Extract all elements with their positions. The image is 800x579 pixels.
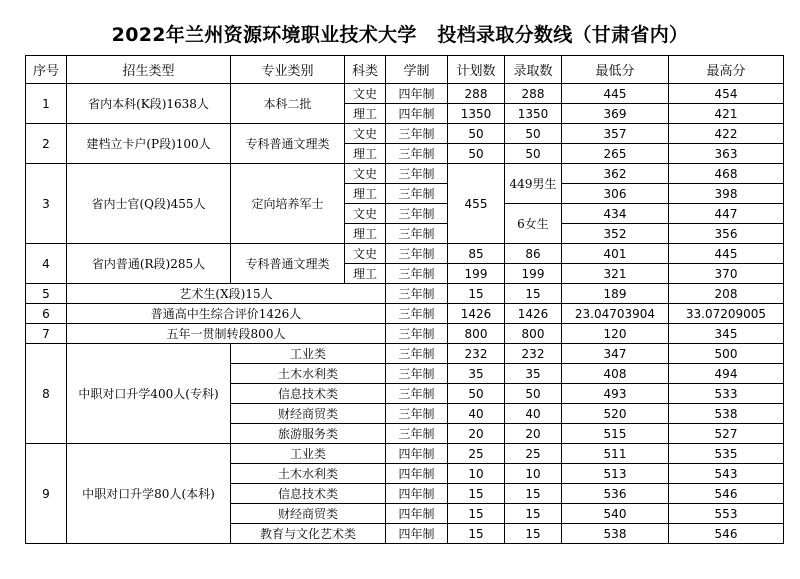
length-cell: 三年制 xyxy=(386,124,448,144)
category-cell: 信息技术类 xyxy=(231,384,386,404)
plan-cell: 199 xyxy=(448,264,505,284)
category-cell: 本科二批 xyxy=(231,84,345,124)
header-row xyxy=(26,56,784,84)
type-cell: 艺术生(X段)15人 xyxy=(67,284,386,304)
min-cell: 520 xyxy=(562,404,669,424)
type-cell: 省内本科(K段)1638人 xyxy=(67,84,231,124)
length-cell: 四年制 xyxy=(386,84,448,104)
header-admit: 录取数 xyxy=(505,56,562,84)
table-row xyxy=(26,164,784,184)
plan-cell: 15 xyxy=(448,524,505,544)
plan-cell: 10 xyxy=(448,464,505,484)
min-cell: 401 xyxy=(562,244,669,264)
max-cell: 533 xyxy=(669,384,784,404)
subject-cell: 文史 xyxy=(345,124,386,144)
type-cell: 省内士官(Q段)455人 xyxy=(67,164,231,244)
plan-cell: 15 xyxy=(448,284,505,304)
length-cell: 三年制 xyxy=(386,204,448,224)
min-cell: 23.04703904 xyxy=(562,304,669,324)
plan-cell: 50 xyxy=(448,384,505,404)
min-cell: 265 xyxy=(562,144,669,164)
category-cell: 土木水利类 xyxy=(231,464,386,484)
length-cell: 三年制 xyxy=(386,324,448,344)
table-row xyxy=(26,344,784,364)
admit-cell: 86 xyxy=(505,244,562,264)
subject-cell: 文史 xyxy=(345,84,386,104)
admit-cell: 199 xyxy=(505,264,562,284)
header-seq: 序号 xyxy=(26,56,67,84)
seq-cell: 8 xyxy=(26,344,67,444)
min-cell: 536 xyxy=(562,484,669,504)
admit-cell: 15 xyxy=(505,524,562,544)
seq-cell: 1 xyxy=(26,84,67,124)
seq-cell: 3 xyxy=(26,164,67,244)
min-cell: 493 xyxy=(562,384,669,404)
admit-cell: 1350 xyxy=(505,104,562,124)
table-row xyxy=(26,444,784,464)
admit-female-cell: 6女生 xyxy=(505,204,562,244)
type-cell: 普通高中生综合评价1426人 xyxy=(67,304,386,324)
table-row xyxy=(26,284,784,304)
length-cell: 四年制 xyxy=(386,524,448,544)
category-cell: 专科普通文理类 xyxy=(231,124,345,164)
min-cell: 347 xyxy=(562,344,669,364)
admit-cell: 40 xyxy=(505,404,562,424)
seq-cell: 7 xyxy=(26,324,67,344)
length-cell: 四年制 xyxy=(386,104,448,124)
max-cell: 538 xyxy=(669,404,784,424)
length-cell: 三年制 xyxy=(386,424,448,444)
admit-cell: 10 xyxy=(505,464,562,484)
category-cell: 专科普通文理类 xyxy=(231,244,345,284)
subject-cell: 文史 xyxy=(345,204,386,224)
admission-score-table xyxy=(25,55,784,544)
plan-cell: 1426 xyxy=(448,304,505,324)
min-cell: 120 xyxy=(562,324,669,344)
max-cell: 208 xyxy=(669,284,784,304)
plan-cell: 20 xyxy=(448,424,505,444)
max-cell: 494 xyxy=(669,364,784,384)
plan-cell: 288 xyxy=(448,84,505,104)
header-plan: 计划数 xyxy=(448,56,505,84)
plan-cell: 50 xyxy=(448,144,505,164)
seq-cell: 4 xyxy=(26,244,67,284)
length-cell: 三年制 xyxy=(386,244,448,264)
plan-cell: 40 xyxy=(448,404,505,424)
category-cell: 信息技术类 xyxy=(231,484,386,504)
category-cell: 定向培养军士 xyxy=(231,164,345,244)
admit-cell: 50 xyxy=(505,144,562,164)
length-cell: 三年制 xyxy=(386,364,448,384)
category-cell: 财经商贸类 xyxy=(231,404,386,424)
subject-cell: 理工 xyxy=(345,224,386,244)
length-cell: 四年制 xyxy=(386,504,448,524)
max-cell: 500 xyxy=(669,344,784,364)
min-cell: 445 xyxy=(562,84,669,104)
plan-cell: 15 xyxy=(448,484,505,504)
length-cell: 三年制 xyxy=(386,344,448,364)
max-cell: 546 xyxy=(669,484,784,504)
subject-cell: 理工 xyxy=(345,144,386,164)
min-cell: 362 xyxy=(562,164,669,184)
admit-cell: 15 xyxy=(505,484,562,504)
min-cell: 189 xyxy=(562,284,669,304)
length-cell: 三年制 xyxy=(386,224,448,244)
header-length: 学制 xyxy=(386,56,448,84)
plan-cell: 50 xyxy=(448,124,505,144)
category-cell: 财经商贸类 xyxy=(231,504,386,524)
seq-cell: 2 xyxy=(26,124,67,164)
length-cell: 三年制 xyxy=(386,164,448,184)
admit-cell: 35 xyxy=(505,364,562,384)
admit-cell: 15 xyxy=(505,504,562,524)
max-cell: 454 xyxy=(669,84,784,104)
table-row xyxy=(26,304,784,324)
admit-cell: 288 xyxy=(505,84,562,104)
max-cell: 445 xyxy=(669,244,784,264)
plan-cell: 35 xyxy=(448,364,505,384)
admit-cell: 15 xyxy=(505,284,562,304)
max-cell: 398 xyxy=(669,184,784,204)
type-cell: 五年一贯制转段800人 xyxy=(67,324,386,344)
header-max: 最高分 xyxy=(669,56,784,84)
table-row xyxy=(26,324,784,344)
min-cell: 434 xyxy=(562,204,669,224)
seq-cell: 9 xyxy=(26,444,67,544)
min-cell: 321 xyxy=(562,264,669,284)
max-cell: 356 xyxy=(669,224,784,244)
category-cell: 工业类 xyxy=(231,444,386,464)
page-title: 2022年兰州资源环境职业技术大学 投档录取分数线（甘肃省内） xyxy=(111,24,689,46)
seq-cell: 6 xyxy=(26,304,67,324)
min-cell: 513 xyxy=(562,464,669,484)
seq-cell: 5 xyxy=(26,284,67,304)
type-cell: 省内普通(R段)285人 xyxy=(67,244,231,284)
admit-cell: 20 xyxy=(505,424,562,444)
category-cell: 旅游服务类 xyxy=(231,424,386,444)
category-cell: 土木水利类 xyxy=(231,364,386,384)
length-cell: 三年制 xyxy=(386,404,448,424)
length-cell: 三年制 xyxy=(386,284,448,304)
admit-cell: 50 xyxy=(505,124,562,144)
admit-cell: 25 xyxy=(505,444,562,464)
table-row xyxy=(26,84,784,104)
max-cell: 345 xyxy=(669,324,784,344)
max-cell: 421 xyxy=(669,104,784,124)
max-cell: 370 xyxy=(669,264,784,284)
category-cell: 教育与文化艺术类 xyxy=(231,524,386,544)
min-cell: 408 xyxy=(562,364,669,384)
subject-cell: 理工 xyxy=(345,184,386,204)
max-cell: 535 xyxy=(669,444,784,464)
length-cell: 四年制 xyxy=(386,484,448,504)
max-cell: 468 xyxy=(669,164,784,184)
min-cell: 352 xyxy=(562,224,669,244)
subject-cell: 文史 xyxy=(345,164,386,184)
plan-cell: 25 xyxy=(448,444,505,464)
type-cell: 建档立卡户(P段)100人 xyxy=(67,124,231,164)
length-cell: 三年制 xyxy=(386,144,448,164)
length-cell: 三年制 xyxy=(386,184,448,204)
category-cell: 工业类 xyxy=(231,344,386,364)
max-cell: 553 xyxy=(669,504,784,524)
min-cell: 306 xyxy=(562,184,669,204)
max-cell: 527 xyxy=(669,424,784,444)
table-row xyxy=(26,244,784,264)
min-cell: 538 xyxy=(562,524,669,544)
length-cell: 四年制 xyxy=(386,464,448,484)
min-cell: 515 xyxy=(562,424,669,444)
table-row xyxy=(26,124,784,144)
max-cell: 422 xyxy=(669,124,784,144)
type-cell: 中职对口升学400人(专科) xyxy=(67,344,231,444)
max-cell: 546 xyxy=(669,524,784,544)
min-cell: 540 xyxy=(562,504,669,524)
max-cell: 363 xyxy=(669,144,784,164)
length-cell: 三年制 xyxy=(386,384,448,404)
min-cell: 369 xyxy=(562,104,669,124)
subject-cell: 理工 xyxy=(345,104,386,124)
length-cell: 三年制 xyxy=(386,264,448,284)
admit-male-cell: 449男生 xyxy=(505,164,562,204)
plan-cell: 800 xyxy=(448,324,505,344)
plan-cell: 1350 xyxy=(448,104,505,124)
max-cell: 543 xyxy=(669,464,784,484)
header-subject: 科类 xyxy=(345,56,386,84)
plan-cell: 455 xyxy=(448,164,505,244)
type-cell: 中职对口升学80人(本科) xyxy=(67,444,231,544)
length-cell: 三年制 xyxy=(386,304,448,324)
admit-cell: 1426 xyxy=(505,304,562,324)
subject-cell: 理工 xyxy=(345,264,386,284)
header-type: 招生类型 xyxy=(67,56,231,84)
admit-cell: 800 xyxy=(505,324,562,344)
header-min: 最低分 xyxy=(562,56,669,84)
plan-cell: 232 xyxy=(448,344,505,364)
subject-cell: 文史 xyxy=(345,244,386,264)
length-cell: 四年制 xyxy=(386,444,448,464)
max-cell: 447 xyxy=(669,204,784,224)
min-cell: 511 xyxy=(562,444,669,464)
plan-cell: 15 xyxy=(448,504,505,524)
min-cell: 357 xyxy=(562,124,669,144)
admit-cell: 232 xyxy=(505,344,562,364)
header-category: 专业类别 xyxy=(231,56,345,84)
plan-cell: 85 xyxy=(448,244,505,264)
admit-cell: 50 xyxy=(505,384,562,404)
max-cell: 33.07209005 xyxy=(669,304,784,324)
